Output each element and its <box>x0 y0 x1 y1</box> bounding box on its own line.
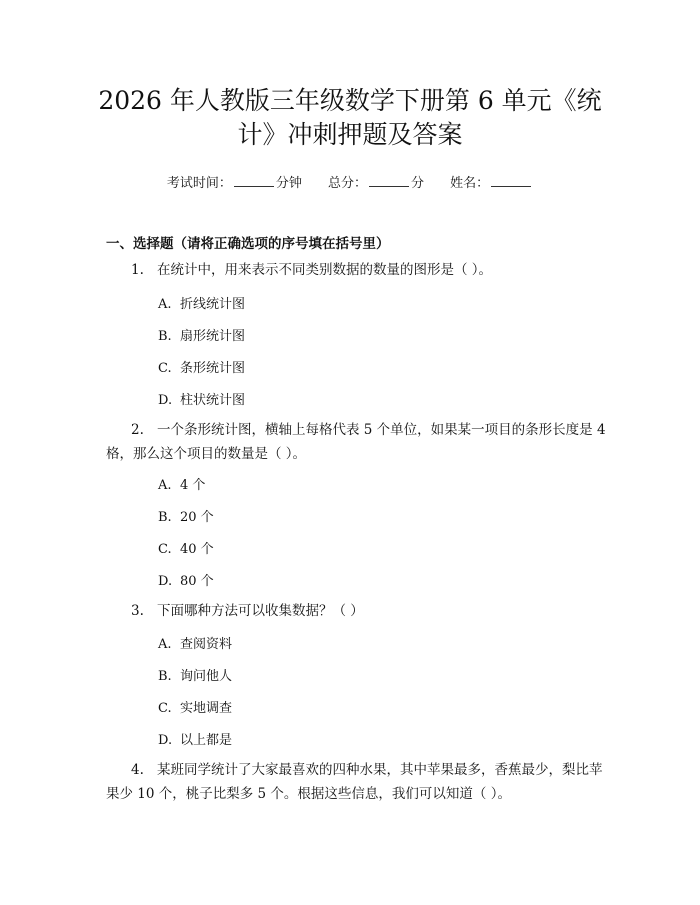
question-1-stem <box>106 258 606 282</box>
question-1-option-c: C. 条形统计图 <box>158 361 246 376</box>
exam-time-unit: 分钟 <box>275 176 302 191</box>
question-3-text: 下面哪种方法可以收集数据？（ ） <box>157 603 364 619</box>
section-header: 一、选择题（请将正确选项的序号填在括号里） <box>106 236 390 252</box>
question-3-stem <box>106 599 606 623</box>
question-2-option-b: B. 20 个 <box>158 510 214 525</box>
question-2-number: 2. <box>131 422 144 438</box>
question-3-option-d: D. 以上都是 <box>158 733 233 748</box>
exam-time-blank <box>234 174 274 187</box>
question-1-option-b: B. 扇形统计图 <box>158 329 246 344</box>
question-2-text: 一个条形统计图，横轴上每格代表 5 个单位，如果某一项目的条形长度是 4 格，那么这个项目的数量是（ ）。 <box>106 422 606 462</box>
total-score-blank <box>369 174 409 187</box>
question-2-option-d: D. 80 个 <box>158 574 214 589</box>
question-4-stem <box>106 758 606 806</box>
question-3-option-b: B. 询问他人 <box>158 669 233 684</box>
question-2-stem <box>106 418 606 466</box>
page-title-line-1: 2026 年人教版三年级数学下册第 6 单元《统 <box>98 86 602 115</box>
question-2-option-a: A. 4 个 <box>158 478 206 493</box>
question-1-option-a: A. 折线统计图 <box>158 297 246 312</box>
total-score-field <box>328 172 424 191</box>
question-1-number: 1. <box>131 262 144 278</box>
student-name-label: 姓名： <box>450 176 490 191</box>
question-4-number: 4. <box>131 762 144 778</box>
page-title-line-2: 计》冲刺押题及答案 <box>237 120 463 149</box>
student-name-field <box>450 172 533 191</box>
exam-time-label: 考试时间： <box>166 176 232 191</box>
exam-time-field <box>167 172 302 191</box>
total-score-unit: 分 <box>411 176 425 191</box>
question-3-option-c: C. 实地调查 <box>158 701 233 716</box>
exam-info-row <box>0 172 700 191</box>
question-3-number: 3. <box>131 603 144 619</box>
question-1-text: 在统计中，用来表示不同类别数据的数量的图形是（ ）。 <box>157 262 493 278</box>
question-4-text: 某班同学统计了大家最喜欢的四种水果，其中苹果最多，香蕉最少，梨比苹果少 10 个，桃子比梨多 5 个。根据这些信息，我们可以知道（ ）。 <box>106 762 603 802</box>
total-score-label: 总分： <box>327 176 367 191</box>
student-name-blank <box>491 174 531 187</box>
question-1-option-d: D. 柱状统计图 <box>158 393 246 408</box>
question-3-option-a: A. 查阅资料 <box>158 637 233 652</box>
question-2-option-c: C. 40 个 <box>158 542 214 557</box>
